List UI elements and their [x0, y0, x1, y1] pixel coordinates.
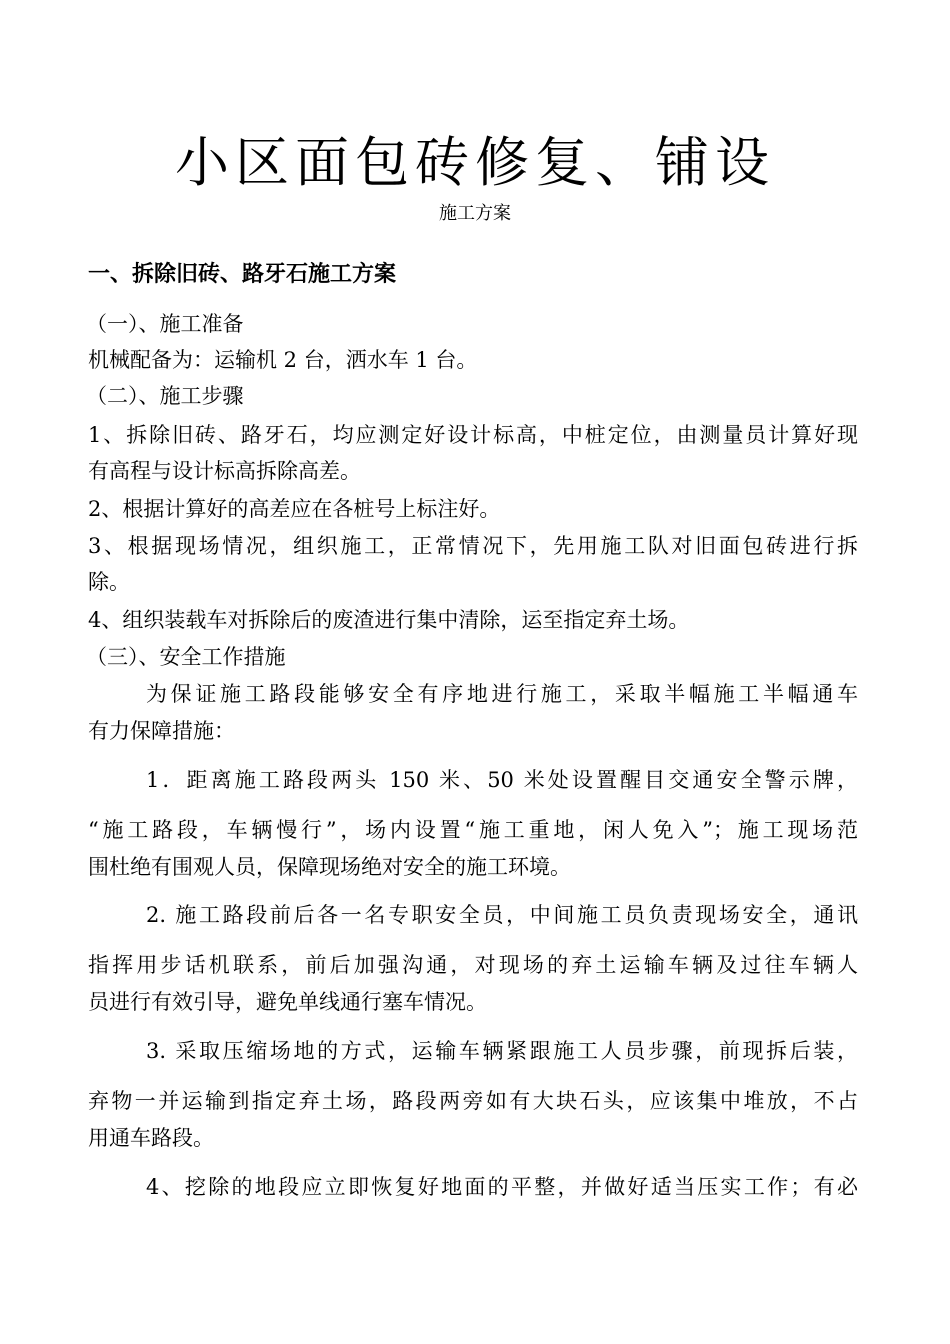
- subsection-heading: （三）、安全工作措施: [86, 645, 286, 669]
- document-subtitle: 施工方案: [439, 203, 511, 224]
- paragraph-line: 指挥用步话机联系，前后加强沟通，对现场的弃土运输车辆及过往车辆人: [88, 953, 858, 977]
- section-heading: 一、拆除旧砖、路牙石施工方案: [88, 261, 397, 287]
- paragraph-line: 3. 采取压缩场地的方式，运输车辆紧跟施工人员步骤，前现拆后装，: [146, 1039, 858, 1063]
- subsection-heading: （一）、施工准备: [86, 312, 244, 336]
- paragraph-line: 2、根据计算好的高差应在各桩号上标注好。: [88, 497, 501, 521]
- paragraph-line: 员进行有效引导，避免单线通行塞车情况。: [88, 990, 487, 1014]
- paragraph-line: 用通车路段。: [88, 1126, 214, 1150]
- paragraph-line: 3、根据现场情况，组织施工，正常情况下，先用施工队对旧面包砖进行拆: [88, 534, 858, 558]
- paragraph-line: 机械配备为：运输机 2 台，洒水车 1 台。: [88, 348, 478, 372]
- paragraph-line: 2. 施工路段前后各一名专职安全员，中间施工员负责现场安全，通讯: [146, 903, 858, 927]
- paragraph-line: 有力保障措施：: [88, 719, 235, 743]
- paragraph-line: 4、组织装载车对拆除后的废渣进行集中清除，运至指定弃土场。: [88, 608, 690, 632]
- paragraph-line: 围杜绝有围观人员，保障现场绝对安全的施工环境。: [88, 855, 571, 879]
- paragraph-line: 1．距离施工路段两头 150 米、50 米处设置醒目交通安全警示牌，: [146, 768, 858, 792]
- paragraph-line: 1、拆除旧砖、路牙石，均应测定好设计标高，中桩定位，由测量员计算好现: [88, 423, 858, 447]
- paragraph-line: 为保证施工路段能够安全有序地进行施工，采取半幅施工半幅通车: [146, 682, 858, 706]
- paragraph-line: 除。: [88, 570, 130, 594]
- subsection-heading: （二）、施工步骤: [86, 384, 244, 408]
- document-title: 小区面包砖修复、铺设: [175, 131, 775, 194]
- paragraph-line: 弃物一并运输到指定弃土场，路段两旁如有大块石头，应该集中堆放，不占: [88, 1089, 858, 1113]
- paragraph-line: 4、挖除的地段应立即恢复好地面的平整，并做好适当压实工作；有必: [146, 1175, 858, 1199]
- paragraph-line: “施工路段，车辆慢行”，场内设置“施工重地，闲人免入”；施工现场范: [88, 818, 858, 842]
- paragraph-line: 有高程与设计标高拆除高差。: [88, 459, 361, 483]
